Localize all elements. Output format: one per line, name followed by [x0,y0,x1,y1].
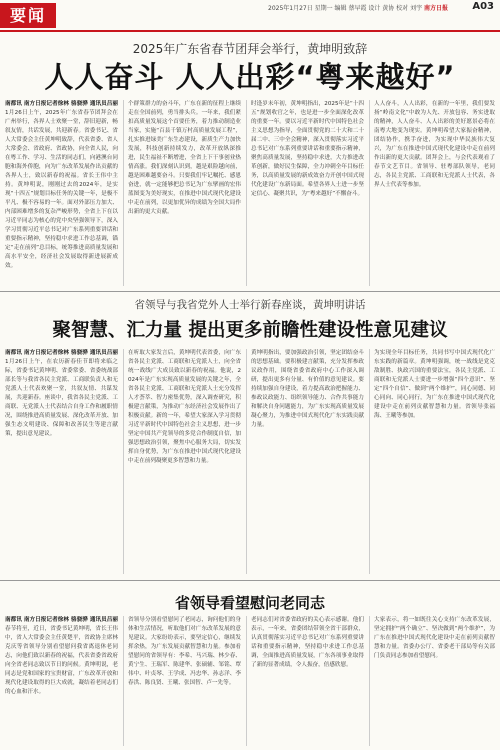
story1-kicker: 2025年广东省春节团拜会举行，黄坤明致辞 [132,42,368,56]
story2-byline: 南都讯 南方日报记者徐林 骆骁骅 通讯员吕丽 [5,350,118,356]
story-divider [0,291,500,292]
story1-col4: 人人奋斗，人人出彩，在新的一年里，我们要发扬“岭南文化”中敢为人先、开放包容、务实进取的精神，人人奋斗、人人出彩的美好愿景必将在南粤大地变为现实。黄坤明希望大家振奋精神，团结协作，携手奋进，为实现中华民族伟大复兴，为广东在推进中国式现代化建设中走在前列作出新的更大贡献。团拜会上，与会代表观看了春节文艺节目。省领导、驻粤部队领导，老同志，各民主党派、工商联和无党派人士代表，各界人士代表等参加。 [374,101,495,188]
story2-headline: 聚智慧、汇力量 提出更多前瞻性建设性意见建议 [52,320,448,341]
story1-col1 [5,100,118,286]
story1-byline: 南都讯 南方日报记者徐林 骆骁骅 通讯员吕丽 [5,101,118,107]
story2-col2: 在听取大家发言后，黄坤明代表省委，向广东省各民主党派、工商联和无党派人士，向全省统一战线广大成员致以新春的祝福。他说，2024年是广东实现高质量发展的关键之年，全省各民主党派、工商联和无党派人士充分发挥人才荟萃、智力密集优势，深入调查研究，积极建言献策，为推动广东经济社会发展作出了积极贡献。新的一年，希望大家深入学习贯彻习近平新时代中国特色社会主义思想，进一步坚定中国共产党领导的多党合作制度自信，加强思想政治引领，聚焦中心服务大局，切实发挥自身优势，为广东在推进中国式现代化建设中走在前列凝聚更多智慧和力量。 [128,350,241,464]
story2-kicker: 省领导与我省党外人士举行新春座谈，黄坤明讲话 [134,299,366,311]
story1-col1-text: 1月26日上午，2025年广东省春节团拜会在广州举行，各界人士欢聚一堂，辞旧迎新，畅叙友情，共话发展，共迎新春。省委书记、省人大常委会主任黄坤明致辞，代表省委、省人大常委会、省政府、省政协，向全省人民，向在粤工作、学习、生活的同志们，向港澳台同胞和海外侨胞，向为广东改革发展作出贡献的各界人士，致以新春的祝福。省长王伟中主持。黄坤明说，刚刚过去的2024年，是实现“十四五”规划目标任务的关键一年，是极不平凡、极不容易的一年。面对外部压力加大、内部困难增多的复杂严峻形势，全省上下在以习近平同志为核心的党中央坚强领导下，深入学习贯彻习近平总书记对广东系列重要讲话和重要指示精神，坚持稳中求进工作总基调，锚定“走在前列”总目标，统筹推进高质量发展和高水平安全，经济社会发展取得新进展新成效。 [5,110,118,269]
page-meta [268,3,448,12]
story3-byline: 南都讯 南方日报记者徐林 骆骁骅 通讯员吕丽 [5,617,118,623]
story1-col2: 个群策群力的奋斗年，广东在新的征程上继续走在全国前列，勇当排头兵。一年来，我们紧扣高质量发展这个首要任务，着力推动制造业当家，实施“百县千镇万村高质量发展工程”，扎实推进绿美广东生态建设，新质生产力加快发展，科技创新持续发力，改革开放纵深推进，民生福祉不断增进，全省上下干事创业热情高涨。我们深刻认识到，越是艰险越向前，越是困难越要奋斗。只要我们牢记嘱托、感恩奋进，就一定能够把总书记为广东擘画的宏伟蓝图变为美好现实，在推进中国式现代化建设中走在前列，以更加优异的成绩为全国大局作出新的更大贡献。 [128,101,241,215]
column-divider [369,100,370,286]
story1-col3: 时逢岁末年初，黄坤明指出，2025年是“十四五”规划收官之年，也是进一步全面深化改革的重要一年。要以习近平新时代中国特色社会主义思想为指导，全面贯彻党的二十大和二十届二中、三中全会精神，深入贯彻落实习近平总书记对广东系列重要讲话和重要指示精神，聚焦高质量发展，坚持稳中求进，大力推进改革创新，做好民生保障，全力冲刺全年目标任务，以高质量发展的新成效奋力开创中国式现代化建设广东新局面。希望各界人士进一步坚定信心、凝聚共识，为“粤来越好”不懈奋斗。 [251,101,364,197]
column-divider [369,349,370,574]
story2-col1 [5,349,118,574]
masthead [0,0,500,34]
story3-col3: 老同志们对省委省政府的关心表示感谢。他们表示，一年来，省委团结带领全省干部群众，认真贯彻落实习近平总书记对广东系列重要讲话和重要指示精神，坚持稳中求进工作总基调，全面推进高质量发展，广东各项事业取得了新的显著成绩，令人振奋，倍感欣慰。 [251,617,364,668]
story-divider [0,580,500,581]
column-divider [123,349,124,574]
column-divider [123,100,124,286]
column-divider [369,616,370,746]
story1-headline: 人人奋斗 人人出彩“粤来越好” [44,60,456,94]
masthead-rule [0,30,500,32]
story2-col1-text: 1月26日上午，在农历新春佳节即将来临之际，省委书记黄坤明、省委常委、省委统战部部长等与我省各民主党派、工商联负责人和无党派人士代表欢聚一堂，共叙友情、共谋发展，共迎新春。座谈中，我省各民主党派、工商联、无党派人士代表结合自身工作和履职情况，围绕推进高质量发展、深化改革开放、加强生态文明建设、保障和改善民生等建言献策，提出意见建议。 [5,359,118,437]
column-divider [246,100,247,286]
story3-col1-text: 春节将至，近日，省委书记黄坤明，省长王伟中，省人大常委会主任黄楚平，省政协主席林克庆等省领导分别看望慰问我省离退休老同志，向他们致以新春的祝福，代表省委省政府向全省老同志致以节日的问候。黄坤明说，老同志是党和国家的宝贵财富，广东改革开放和现代化建设取得的巨大成就，凝结着老同志们的心血和汗水。 [5,626,118,695]
story3-headline: 省领导看望慰问老同志 [174,594,325,612]
section-tag: 要闻 [0,3,56,28]
story3-col4: 大家表示，将一如既往关心支持广东改革发展，坚定拥护“两个确立”、坚决做到“两个维护”，为广东在推进中国式现代化建设中走在前列贡献智慧和力量。省委办公厅、省委老干部局等有关部门负责同志参加看望慰问。 [374,617,495,659]
column-divider [246,616,247,746]
meta-info: 2025年1月27日 星期一 编辑 蔡早霞 设计 黄协 校对 刘宇 [268,5,423,12]
story3-col2: 省领导分别看望慰问了老同志，询问他们的身体和生活情况，听取他们对广东改革发展的意见建议。大家纷纷表示，要坚定信心，继续发挥余热，为广东发展贡献智慧和力量。参加看望慰问的省领导有：李希、马兴瑞、林少春、黄宁生、王瑞军、陈建华、张硕辅、邹铭、覃伟中、叶贞琴、王学成、冯忠华、孙志洋、李春洪、陈良贤、王曦、张国智、卢一先等。 [128,617,241,686]
story2-col4: 为实现全年目标任务，共同书写中国式现代化广东实践的新篇章。黄坤明强调，统一战线是党克敌制胜、执政兴国的重要法宝，各民主党派、工商联和无党派人士要进一步增强“四个意识”、坚定“四个自信”、做到“两个维护”，同心同德、同心同向、同心同行，为广东在推进中国式现代化建设中走在前列贡献智慧和力量。省领导张福海、王曦等参加。 [374,350,495,419]
column-divider [123,616,124,746]
brand-name: 南方日报 [424,5,449,12]
page-number: A03 [472,1,494,12]
column-divider [246,349,247,574]
story3-col1 [5,616,118,746]
story2-col3: 黄坤明指出，要加强政治引领，坚定团结奋斗的思想基础。要积极建言献策，充分发挥参政议政作用，围绕省委省政府中心工作深入调研，提出更多有分量、有价值的意见建议。要持续加强自身建设，着力提高政治把握能力、参政议政能力、组织领导能力、合作共事能力和解决自身问题能力，为广东实现高质量发展凝心聚力，为推进中国式现代化广东实践贡献力量。 [251,350,364,428]
